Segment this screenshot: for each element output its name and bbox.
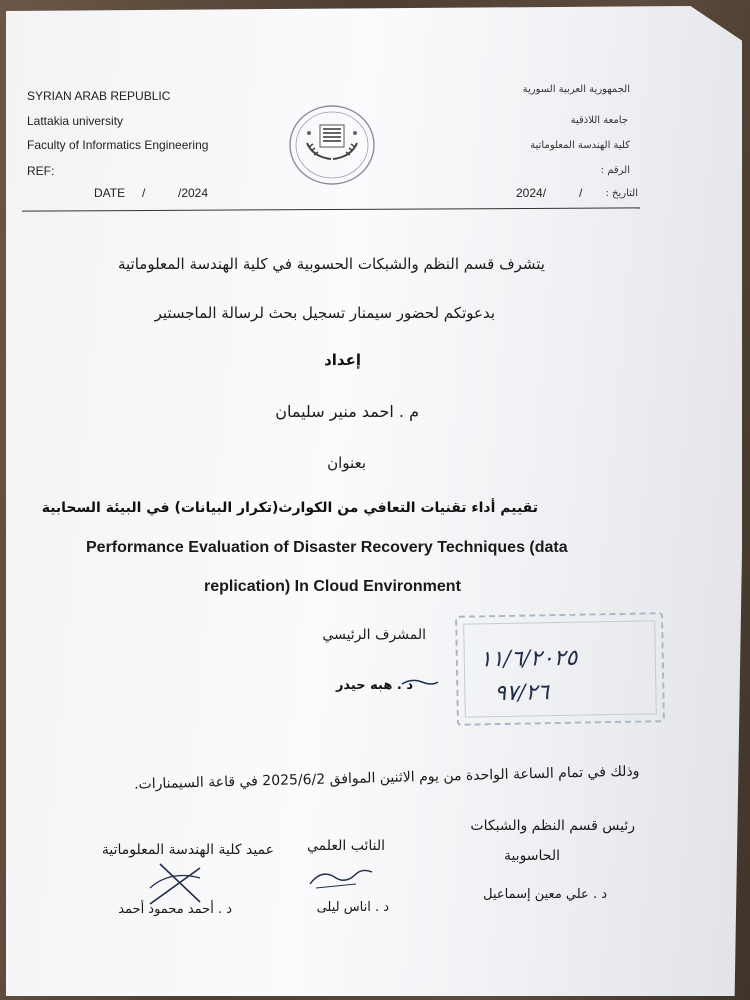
receipt-stamp	[455, 612, 665, 726]
header-ref-ar: الرقم :	[600, 165, 630, 176]
dean-title: عميد كلية الهندسة المعلوماتية	[101, 842, 274, 858]
thesis-title-en-line-2: replication) In Cloud Environment	[204, 578, 461, 595]
header-date-sep-ar: /	[579, 186, 583, 200]
supervisor-signature-icon	[400, 676, 440, 690]
schedule-line: وذلك في تمام الساعة الواحدة من يوم الاثنين الموافق 2025/6/2 في قاعة السيمنارات.	[134, 763, 641, 793]
intro-line-1: يتشرف قسم النظم والشبكات الحسوبية في كلية الهندسة المعلوماتية	[117, 255, 545, 273]
header-date-year-en: /2024	[178, 186, 209, 200]
titled-label: بعنوان	[327, 454, 366, 472]
supervisor-name: د . هبه حيدر	[335, 678, 413, 693]
header-date-label-en: DATE	[94, 186, 126, 200]
header-university-ar: جامعة اللاذقية	[570, 115, 628, 126]
stamp-handwriting-line-2: ٩٧/٢٦	[494, 680, 550, 707]
header-country-en: SYRIAN ARAB REPUBLIC	[27, 89, 171, 103]
thesis-title-ar: تقييم أداء تقنيات التعافي من الكوارث(تكرار البيانات) في البيئة السحابية	[41, 500, 538, 516]
header-country-ar: الجمهورية العربية السورية	[522, 84, 630, 95]
head-of-department-title-line-1: رئيس قسم النظم والشبكات	[470, 818, 635, 834]
dean-name: د . أحمد محمود أحمد	[118, 902, 232, 917]
header-date-sep-en: /	[142, 186, 146, 200]
deputy-title: النائب العلمي	[306, 838, 385, 854]
candidate-name: م . احمد منير سليمان	[275, 402, 419, 421]
university-seal-icon	[287, 103, 377, 187]
stamp-handwriting-line-1: ١١/٦/٢٠٢٥	[479, 645, 578, 673]
header-faculty-en: Faculty of Informatics Engineering	[27, 138, 209, 152]
header-university-en: Lattakia university	[27, 114, 124, 128]
head-of-department-name: د . علي معين إسماعيل	[483, 887, 607, 902]
intro-line-2: بدعوتكم لحضور سيمنار تسجيل بحث لرسالة الماجستير	[154, 304, 495, 322]
header-date-year-ar: 2024/	[516, 186, 547, 200]
dean-signature-icon	[130, 858, 220, 908]
deputy-signature-icon	[306, 862, 376, 892]
header-ref-en: REF:	[27, 164, 55, 178]
prepared-by-label: إعداد	[324, 351, 361, 369]
supervisor-label: المشرف الرئيسي	[322, 627, 426, 643]
header-date-label-ar: التاريخ :	[605, 188, 638, 199]
thesis-title-en-line-1: Performance Evaluation of Disaster Recovery Techniques (data	[86, 539, 568, 556]
deputy-name: د . اناس ليلى	[316, 900, 389, 915]
header-faculty-ar: كلية الهندسة المعلوماتية	[530, 140, 630, 151]
head-of-department-title-line-2: الحاسوبية	[503, 848, 560, 864]
